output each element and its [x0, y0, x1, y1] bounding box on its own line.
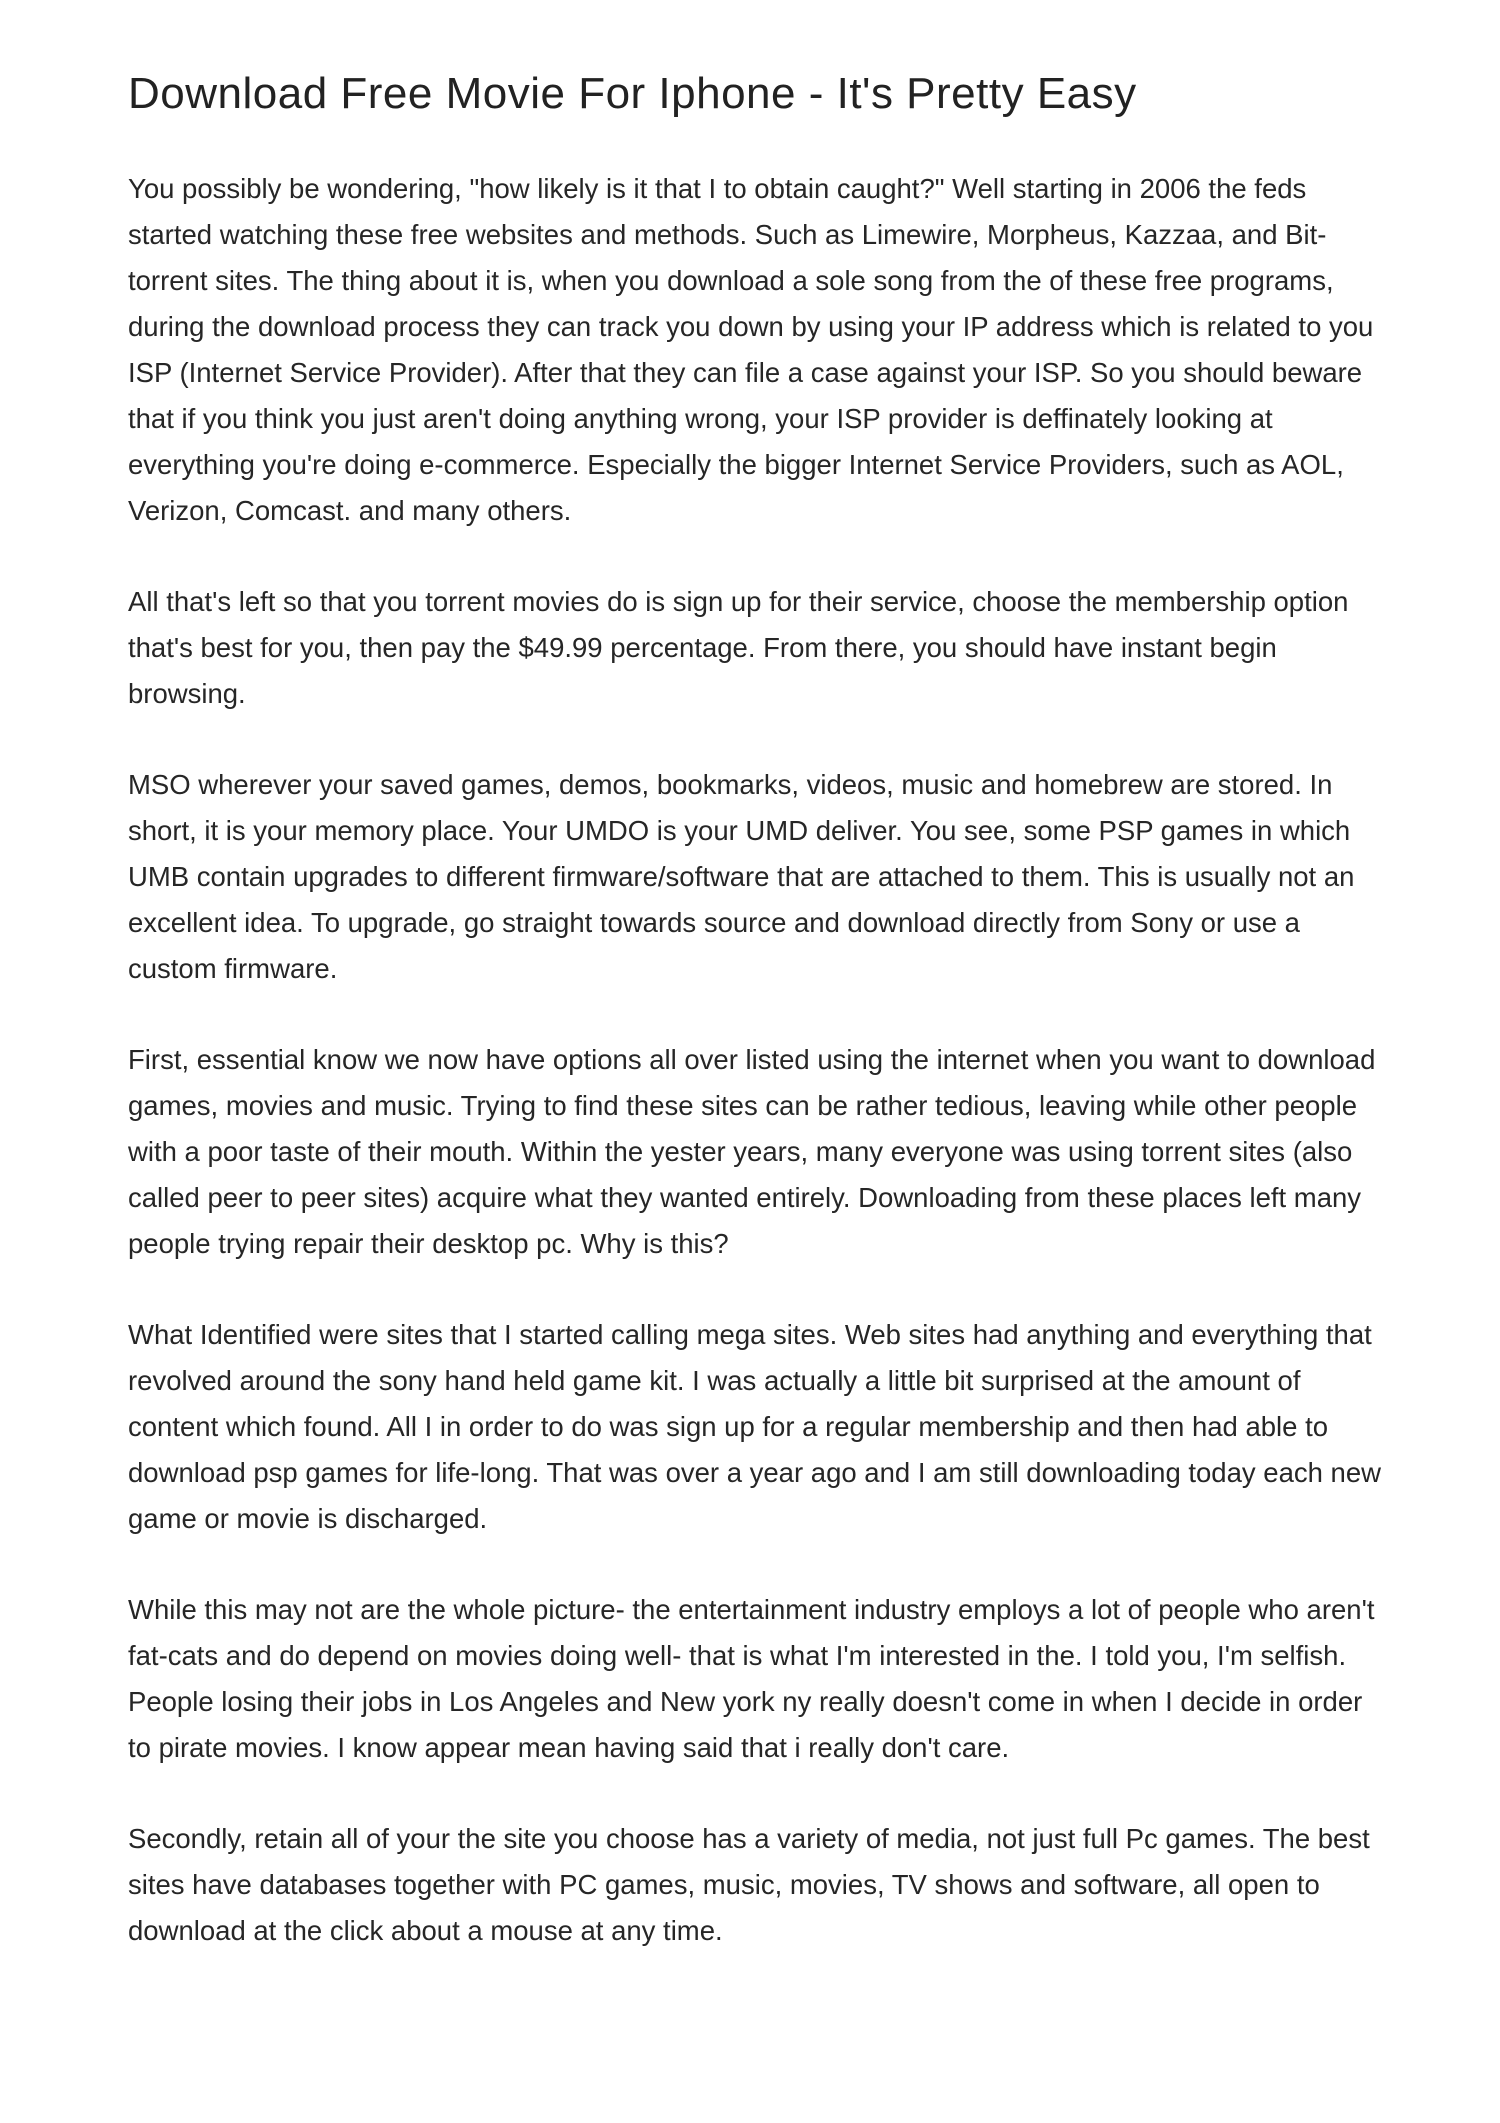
paragraph-6: While this may not are the whole picture- the entertainment industry employs a lot of people who aren't fat-cats and do depend on movies doing well- that is what I'm interested in the. I told you, I'm selfish. People losing their jobs in Los Angeles and New york ny really doesn't come in when I decide in order to pirate movies. I know appear mean having said that i really don't care.	[128, 1594, 1375, 1763]
document-title: Download Free Movie For Iphone - It's Pretty Easy	[128, 69, 1137, 118]
document-page	[128, 62, 1388, 1954]
paragraph-4: First, essential know we now have options all over listed using the internet when you want to download games, movies and music. Trying to find these sites can be rather tedious, leaving while other people with a poor taste of their mouth. Within the yester years, many everyone was using torrent sites (also called peer to peer sites) acquire what they wanted entirely. Downloading from these places left many people trying repair their desktop pc. Why is this?	[128, 1044, 1376, 1259]
paragraph-2: All that's left so that you torrent movies do is sign up for their service, choose the membership option that's best for you, then pay the $49.99 percentage. From there, you should have instant begin browsing.	[128, 586, 1349, 709]
document-body	[128, 166, 1388, 1954]
paragraph-3: MSO wherever your saved games, demos, bookmarks, videos, music and homebrew are stored. In short, it is your memory place. Your UMDO is your UMD deliver. You see, some PSP games in which UMB contain upgrades to different firmware/software that are attached to them. This is usually not an excellent idea. To upgrade, go straight towards source and download directly from Sony or use a custom firmware.	[128, 769, 1355, 984]
paragraph-5: What Identified were sites that I started calling mega sites. Web sites had anything and everything that revolved around the sony hand held game kit. I was actually a little bit surprised at the amount of content which found. All I in order to do was sign up for a regular membership and then had able to download psp games for life-long. That was over a year ago and I am still downloading today each new game or movie is discharged.	[128, 1319, 1382, 1534]
paragraph-1: You possibly be wondering, "how likely is it that I to obtain caught?" Well starting in 2006 the feds started watching these free websites and methods. Such as Limewire, Morpheus, Kazzaa, and Bit-torrent sites. The thing about it is, when you download a sole song from the of these free programs, during the download process they can track you down by using your IP address which is related to you ISP (Internet Service Provider). After that they can file a case against your ISP. So you should beware that if you think you just aren't doing anything wrong, your ISP provider is deffinately looking at everything you're doing e-commerce. Especially the bigger Internet Service Providers, such as AOL, Verizon, Comcast. and many others.	[128, 173, 1374, 526]
paragraph-7: Secondly, retain all of your the site you choose has a variety of media, not just full Pc games. The best sites have databases together with PC games, music, movies, TV shows and software, all open to download at the click about a mouse at any time.	[128, 1823, 1370, 1946]
